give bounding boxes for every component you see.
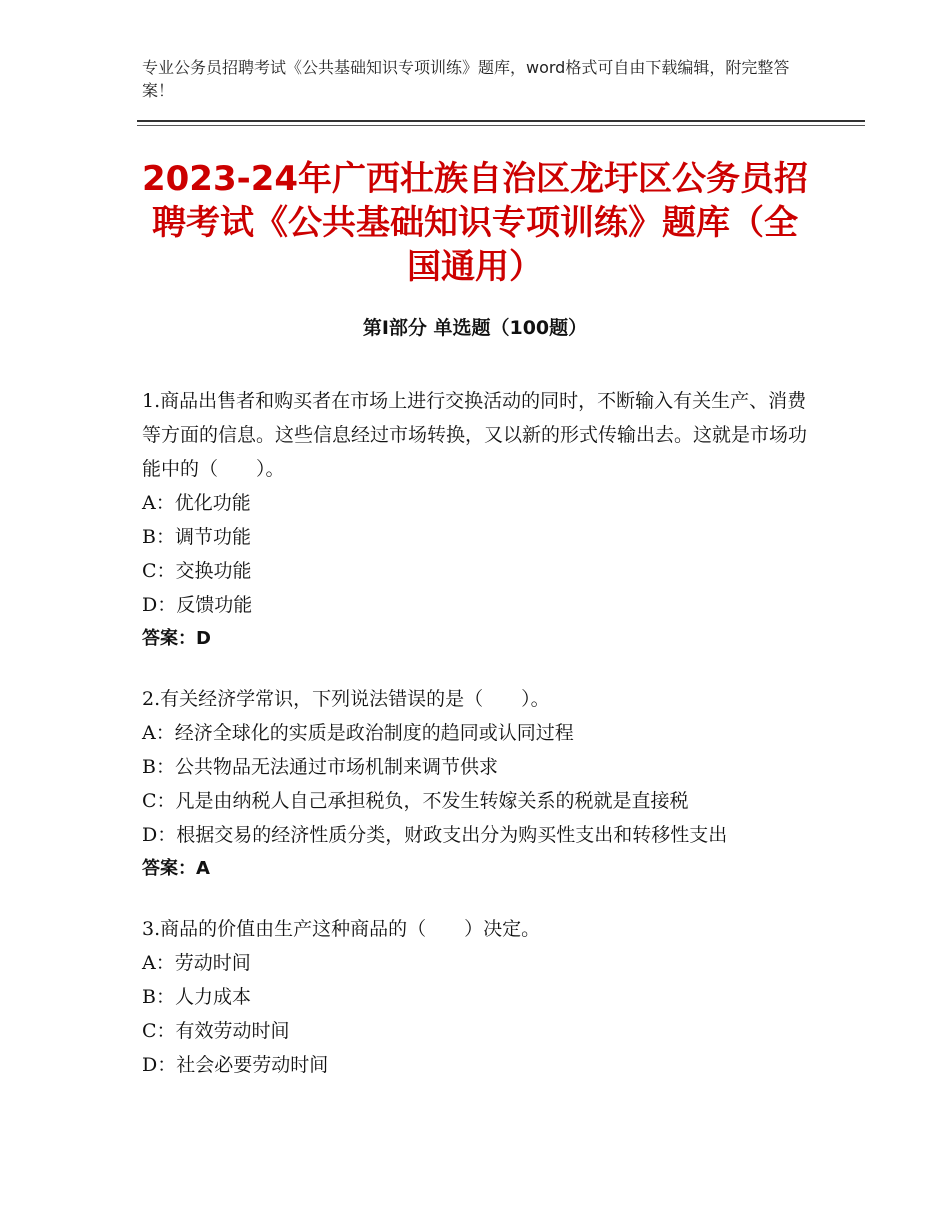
option-a: A：优化功能 [142,492,251,514]
option-c: C：凡是由纳税人自己承担税负，不发生转嫁关系的税就是直接税 [142,790,689,812]
option-a: A：劳动时间 [142,952,251,974]
question-list [142,384,812,1108]
question-3 [142,912,812,1082]
option-d: D：社会必要劳动时间 [142,1054,329,1076]
option-a: A：经济全球化的实质是政治制度的趋同或认同过程 [142,722,574,744]
question-1 [142,384,812,656]
question-2 [142,682,812,886]
option-c: C：交换功能 [142,560,252,582]
answer-label: 答案：D [142,628,211,649]
question-stem: 1.商品出售者和购买者在市场上进行交换活动的同时，不断输入有关生产、消费等方面的信息。这些信息经过市场转换，又以新的形式传输出去。这就是市场功能中的（ ）。 [142,390,808,480]
question-stem: 3.商品的价值由生产这种商品的（ ）决定。 [142,918,541,940]
header-rule-thin [137,125,865,126]
header-note: 专业公务员招聘考试《公共基础知识专项训练》题库，word格式可自由下载编辑，附完整答案！ [142,58,790,100]
option-d: D：反馈功能 [142,594,253,616]
option-b: B：公共物品无法通过市场机制来调节供求 [142,756,498,778]
document-title: 2023-24年广西壮族自治区龙圩区公务员招聘考试《公共基础知识专项训练》题库（全国通用） [141,159,809,287]
option-d: D：根据交易的经济性质分类，财政支出分为购买性支出和转移性支出 [142,824,728,846]
option-c: C：有效劳动时间 [142,1020,290,1042]
section-title: 第Ⅰ部分 单选题（100题） [362,317,588,339]
question-stem: 2.有关经济学常识，下列说法错误的是（ ）。 [142,688,550,710]
answer-label: 答案：A [142,858,210,879]
header-rule-thick [137,120,865,122]
option-b: B：人力成本 [142,986,251,1008]
option-b: B：调节功能 [142,526,251,548]
